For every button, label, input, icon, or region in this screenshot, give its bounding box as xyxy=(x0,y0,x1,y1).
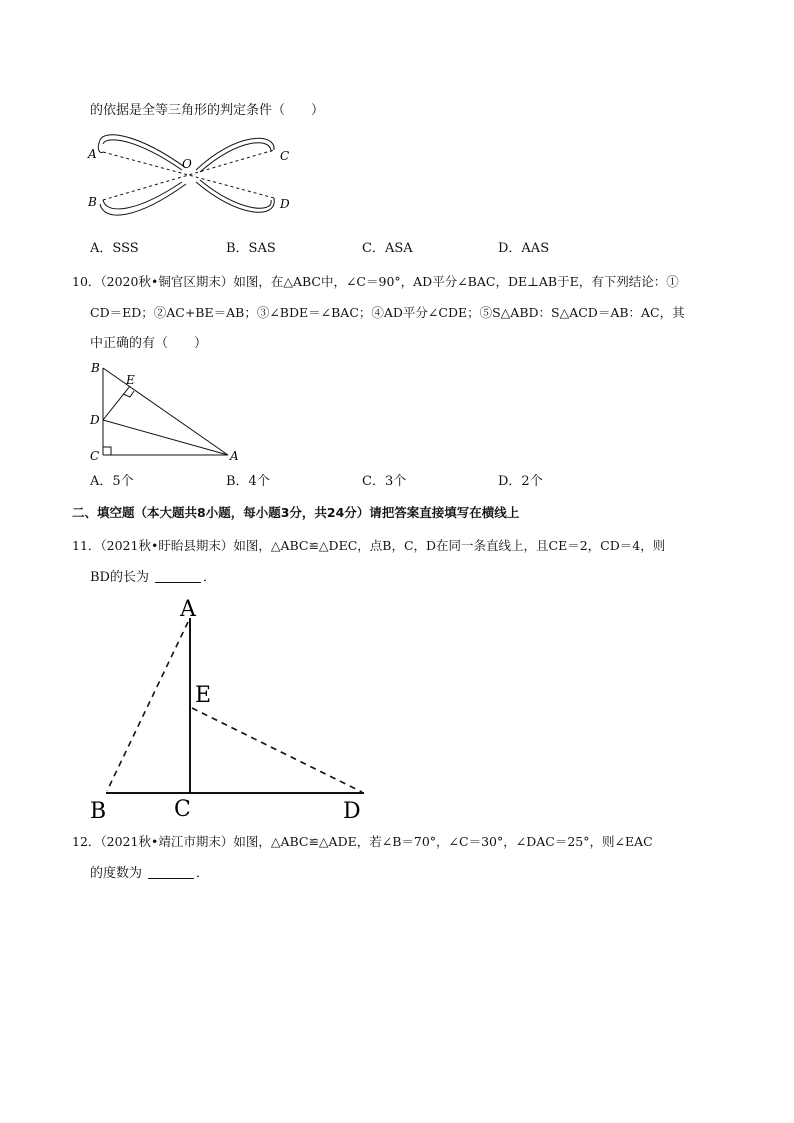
q10-label-a: A xyxy=(230,449,239,463)
q9-option-d[interactable]: D．AAS xyxy=(498,241,550,256)
q11-line-1: 11．（2021秋•盱眙县期末）如图，△ABC≌△DEC，点B，C，D在同一条直线上，且CE＝2，CD＝4，则 xyxy=(72,538,666,553)
q10-line-2: CD＝ED；②AC+BE＝AB；③∠BDE＝∠BAC；④AD平分∠CDE；⑤S△ABD：S△ACD＝AB：AC，其 xyxy=(90,305,685,320)
q11-label-b: B xyxy=(90,799,107,824)
section-heading: 二、填空题（本大题共8小题，每小题3分，共24分）请把答案直接填写在横线上 xyxy=(72,505,520,520)
q9-option-a[interactable]: A．SSS xyxy=(90,241,139,256)
q9-label-b: B xyxy=(88,195,97,209)
q9-option-b[interactable]: B．SAS xyxy=(226,241,276,256)
q11-prefix: BD的长为 xyxy=(90,570,149,585)
q9-label-d: D xyxy=(280,197,290,211)
q12-suffix: ． xyxy=(196,866,210,881)
q11-suffix: ． xyxy=(202,570,216,585)
q11-label-d: D xyxy=(343,799,361,824)
q10-figure xyxy=(86,360,246,464)
q10-label-e: E xyxy=(126,373,135,387)
q10-option-a[interactable]: A．5个 xyxy=(90,474,134,489)
q12-prefix: 的度数为 xyxy=(90,866,143,881)
q9-option-c[interactable]: C．ASA xyxy=(362,241,413,256)
q11-figure xyxy=(84,592,374,828)
q11-label-e: E xyxy=(195,683,212,708)
q9-text: 的依据是全等三角形的判定条件（ ） xyxy=(90,103,325,118)
q10-label-b: B xyxy=(91,361,100,375)
q10-option-b[interactable]: B．4个 xyxy=(226,474,270,489)
q11-answer-blank[interactable] xyxy=(155,570,201,583)
q11-label-c: C xyxy=(174,797,191,822)
q10-line-1: 10．（2020秋•铜官区期末）如图，在△ABC中，∠C＝90°，AD平分∠BAC，DE⊥AB于E，有下列结论：① xyxy=(72,274,679,289)
q12-line-2 xyxy=(90,865,209,883)
q12-answer-blank[interactable] xyxy=(148,866,194,879)
q12-line-1: 12．（2021秋•靖江市期末）如图，△ABC≌△ADE，若∠B＝70°，∠C＝30°，∠DAC＝25°，则∠EAC xyxy=(72,834,653,849)
q9-label-o: O xyxy=(182,157,192,171)
q10-label-c: C xyxy=(90,449,100,463)
q10-option-d[interactable]: D．2个 xyxy=(498,474,543,489)
q9-figure xyxy=(86,128,302,224)
q11-label-a: A xyxy=(180,597,196,622)
q11-line-2 xyxy=(90,569,216,587)
q9-label-c: C xyxy=(280,149,290,163)
q10-line-3: 中正确的有（ ） xyxy=(90,336,208,351)
q9-label-a: A xyxy=(88,147,97,161)
q10-option-c[interactable]: C．3个 xyxy=(362,474,407,489)
q10-label-d: D xyxy=(90,413,100,427)
